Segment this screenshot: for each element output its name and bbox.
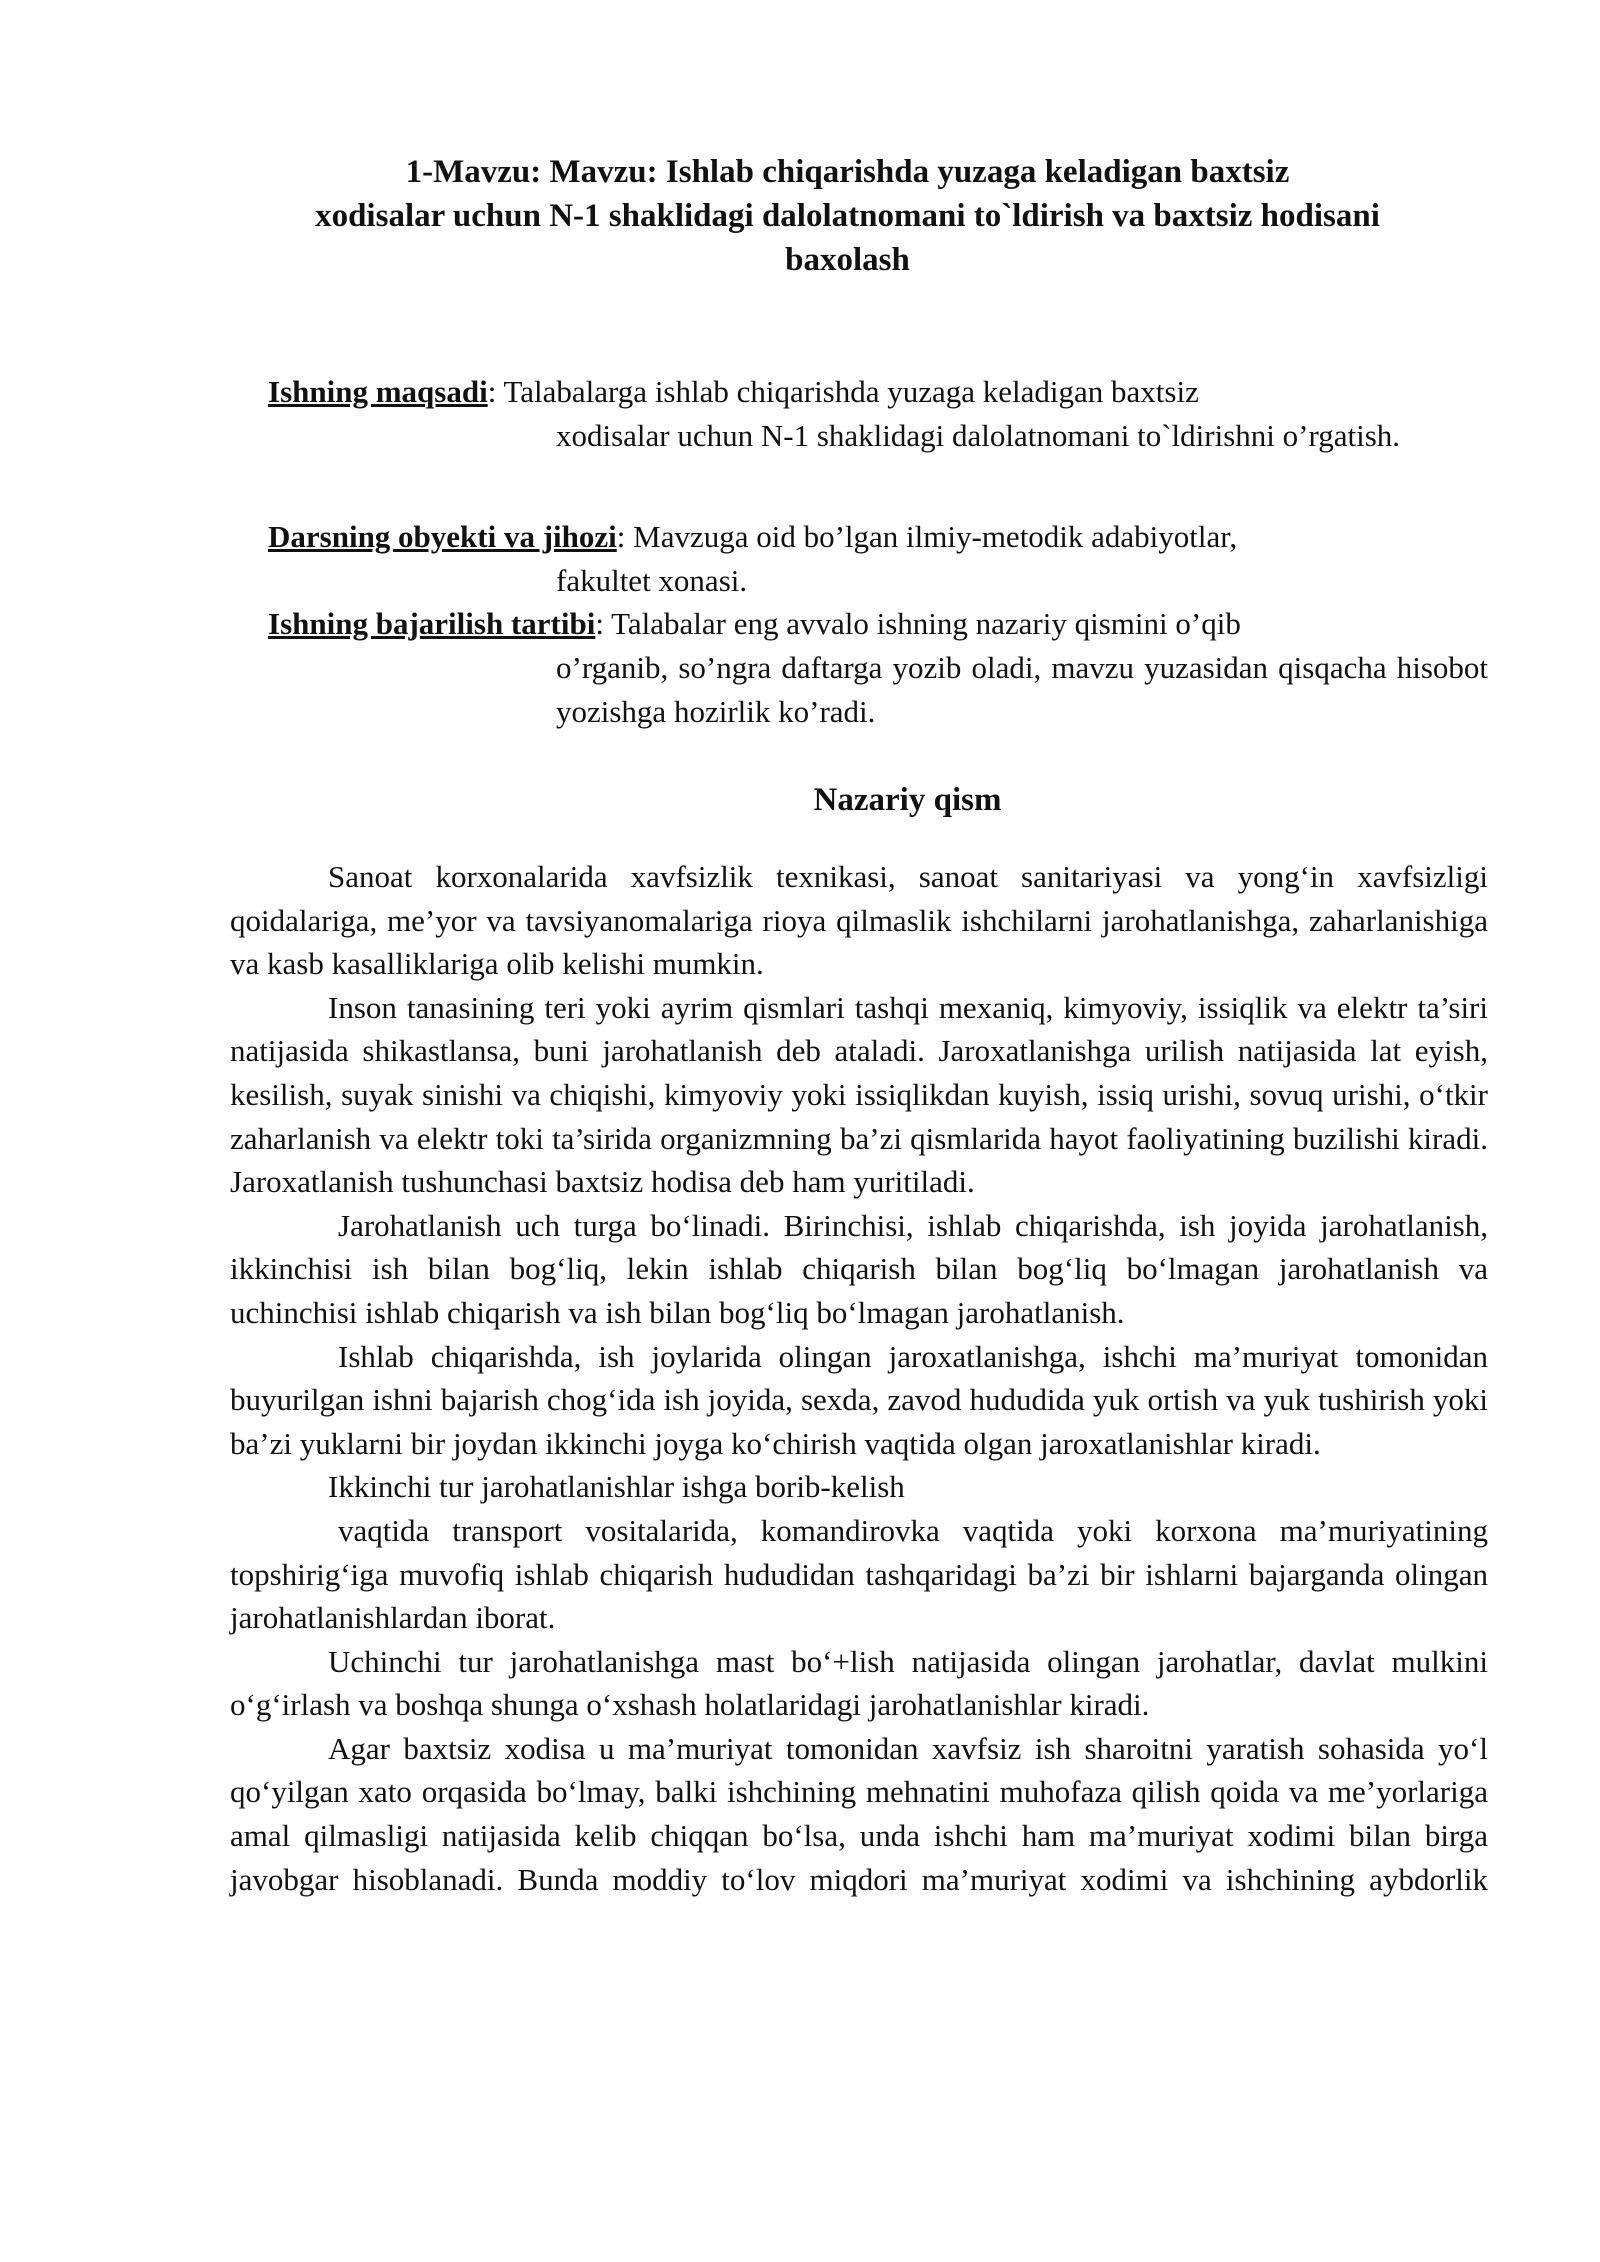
paragraph: Jarohatlanish uch turga bo‘linadi. Birinchisi, ishlab chiqarishda, ish joyida jarohatlanish, ikkinchisi ish bilan bog‘liq, lekin ishlab chiqarish bilan bog‘liq bo‘lmagan jarohatlanish va uchinchisi ishlab chiqarish va ish bilan bog‘liq bo‘lmagan jarohatlanish. — [230, 1207, 1488, 1330]
body-text — [230, 855, 1488, 1901]
title-line-3: baxolash — [785, 242, 910, 278]
field-maqsad-text-rest: xodisalar uchun N-1 shaklidagi dalolatnomani to`ldirishni o’rgatish. — [556, 418, 1401, 453]
field-tartib — [268, 602, 1488, 734]
field-maqsad-label: Ishning maqsadi — [268, 374, 488, 409]
field-maqsad-text-first: : Talabalarga ishlab chiqarishda yuzaga keladigan baxtsiz — [487, 374, 1199, 409]
field-obyekt-label: Darsning obyekti va jihozi — [268, 519, 617, 554]
title-line-1: 1-Mavzu: Mavzu: Ishlab chiqarishda yuzaga keladigan baxtsiz — [405, 154, 1290, 190]
paragraph: Inson tanasining teri yoki ayrim qismlari tashqi mexaniq, kimyoviy, issiqlik va elektr ta’siri natijasida shikastlansa, buni jarohatlanish deb ataladi. Jaroxatlanishga urilish natijasida lat eyish, kesilish, suyak sinishi va chiqishi, kimyoviy yoki issiqlikdan kuyish, issiq urishi, sovuq urishi, o‘tkir zaharlanish va elektr toki ta’sirida organizmning ba’zi qismlarida hayot faoliyatining buzilishi kiradi. Jaroxatlanish tushunchasi baxtsiz hodisa deb ham yuritiladi. — [230, 989, 1488, 1200]
field-tartib-text-first: : Talabalar eng avvalo ishning nazariy qismini o’qib — [595, 606, 1241, 641]
field-tartib-text-rest: o’rganib, so’ngra daftarga yozib oladi, mavzu yuzasidan qisqacha hisobot yozishga hozirlik ko’radi. — [556, 650, 1488, 729]
title-line-2: xodisalar uchun N-1 shaklidagi dalolatnomani to`ldirish va baxtsiz hodisani — [315, 198, 1380, 234]
field-obyekt-text-first: : Mavzuga oid bo’lgan ilmiy-metodik adabiyotlar, — [616, 519, 1238, 554]
field-obyekt — [268, 515, 1488, 603]
paragraph: Uchinchi tur jarohatlanishga mast bo‘+lish natijasida olingan jarohatlar, davlat mulkini o‘g‘irlash va boshqa shunga o‘xshash holatlaridagi jarohatlanishlar kiradi. — [230, 1643, 1488, 1723]
paragraph: Ishlab chiqarishda, ish joylarida olingan jaroxatlanishga, ishchi ma’muriyat tomonidan buyurilgan ishni bajarish chog‘ida ish joyida, sexda, zavod hududida yuk ortish va yuk tushirish yoki ba’zi yuklarni bir joydan ikkinchi joyga ko‘chirish vaqtida olgan jaroxatlanishlar kiradi. — [230, 1338, 1488, 1461]
field-tartib-label: Ishning bajarilish tartibi — [268, 606, 596, 641]
section-title: Nazariy qism — [813, 782, 1002, 818]
paragraph: vaqtida transport vositalarida, komandirovka vaqtida yoki korxona ma’muriyatining topshirig‘iga muvofiq ishlab chiqarish hududidan tashqaridagi ba’zi bir ishlarni bajarganda olingan jarohatlanishlardan iborat. — [230, 1512, 1488, 1636]
document-title — [230, 150, 1465, 282]
field-obyekt-text-rest: fakultet xonasi. — [556, 563, 748, 598]
paragraph: Agar baxtsiz xodisa u ma’muriyat tomonidan xavfsiz ish sharoitni yaratish sohasida yo‘l qo‘yilgan xato orqasida bo‘lmay, balki ishchining mehnatini muhofaza qilish qoida va me’yorlariga amal qilmasligi natijasida kelib chiqqan bo‘lsa, unda ishchi ham ma’muriyat xodimi bilan birga javobgar hisoblanadi. Bunda moddiy to‘lov miqdori ma’muriyat xodimi va ishchining aybdorlik — [230, 1730, 1488, 1897]
field-maqsad — [268, 370, 1488, 458]
paragraph: Ikkinchi tur jarohatlanishlar ishga borib-kelish — [328, 1469, 905, 1505]
paragraph: Sanoat korxonalarida xavfsizlik texnikasi, sanoat sanitariyasi va yong‘in xavfsizligi qoidalariga, me’yor va tavsiyanomalariga rioya qilmaslik ishchilarni jarohatlanishga, zaharlanishiga va kasb kasalliklariga olib kelishi mumkin. — [230, 859, 1488, 982]
